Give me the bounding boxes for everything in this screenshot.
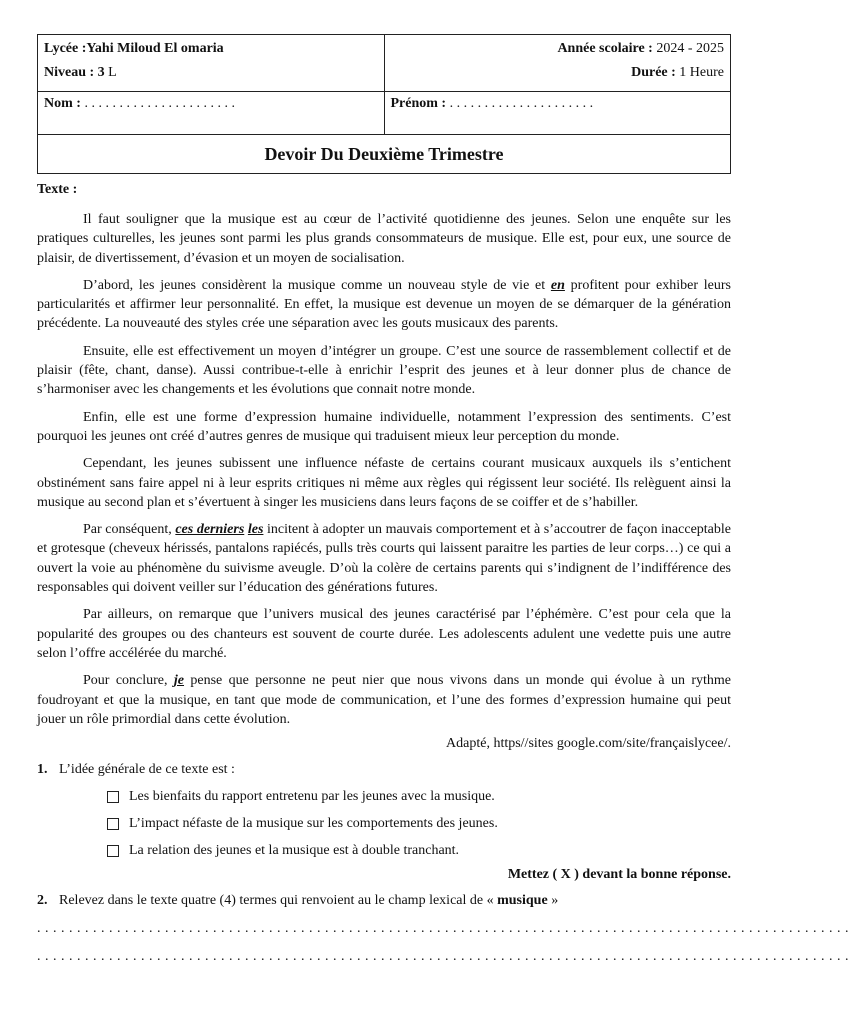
p2-text-b: profitent pour exhiber leurs particularités et affirmer leur personnalité. En effet, la musique est devenue un moyen de se démarquer de la génération précédente. La nouveauté des styles crée une séparation avec les gouts musicaux des parents. [37,277,732,332]
question-2-text-b: » [547,893,559,909]
option-2-label: L’impact néfaste de la musique sur les comportements des jeunes. [129,816,498,832]
paragraph-8 [37,671,731,729]
duration-label: Durée : [631,65,676,80]
question-2 [37,892,731,910]
question-1-instruction: Mettez ( X ) devant la bonne réponse. [507,867,731,883]
question-2-keyword: musique [497,893,548,909]
option-1[interactable] [37,788,731,806]
header-table [37,34,731,174]
duration-line [391,61,725,85]
paragraph-5: Cependant, les jeunes subissent une influence néfaste de certains courant musicaux auxquels ils s’entichent obstinément sans faire appel ni à leur esprits critiques ni même aux règles qui régissent leur société. Ils relèguent ainsi la musique au second plan et s’évertuent à singer les musiciens dans leurs façons de se coiffer et de s’habiller. [37,456,731,510]
year-value: 2024 - 2025 [652,41,724,56]
option-3-label: La relation des jeunes et la musique est à double tranchant. [129,843,460,859]
level-value: L [104,65,117,80]
paragraph-7: Par ailleurs, on remarque que l’univers musical des jeunes caractérisé par l’éphémère. C’est pour cela que la popularité des groupes ou des chanteurs est souvent de courte durée. Les adolescents adulent une vedette puis une autre selon l’offre accélérée du marché. [37,607,731,661]
option-3[interactable] [37,842,731,860]
question-1-text: L’idée générale de ce texte est : [59,762,235,778]
level-line [44,61,378,85]
school-line [44,37,378,61]
question-1-number: 1. [37,762,48,778]
p8-emphasis: je [173,673,185,689]
p8-text-a: Pour conclure, [83,673,174,689]
p2-text-a: D’abord, les jeunes considèrent la musique comme un nouveau style de vie et [83,277,551,293]
year-label: Année scolaire : [557,41,653,56]
level-label: Niveau : 3 [44,65,105,80]
nom-field[interactable] [38,92,385,135]
school-label: Lycée : [44,41,87,56]
p2-emphasis: en [550,277,565,293]
source-citation: Adapté, https//sites google.com/site/françaislycee/. [446,736,731,752]
answer-line-2[interactable]: . . . . . . . . . . . . . . . . . . . . . . . . . . . . . . . . . . . . . . . . . . . . . . . . . . . . . . . . . . . . . . . . . . . . . . . . . . . . . . . . . . . . . . . . . . . . . . . . . . . . . . [37,949,849,965]
year-info-cell [384,35,731,92]
prenom-dots: . . . . . . . . . . . . . . . . . . . . . [446,96,594,111]
option-2[interactable] [37,815,731,833]
nom-label: Nom : [44,96,81,111]
p6-emphasis-2: les [247,522,264,538]
paragraph-4: Enfin, elle est une forme d’expression humaine individuelle, notamment l’expression des sentiments. C’est pourquoi les jeunes ont créé d’autres genres de musique qui traduisent mieux leur perception du monde. [37,409,731,444]
answer-line-1[interactable]: . . . . . . . . . . . . . . . . . . . . . . . . . . . . . . . . . . . . . . . . . . . . . . . . . . . . . . . . . . . . . . . . . . . . . . . . . . . . . . . . . . . . . . . . . . . . . . . . . . . . . . [37,921,849,937]
page-title: Devoir Du Deuxième Trimestre [264,144,504,164]
texte-label: Texte : [37,182,78,197]
prenom-field[interactable] [384,92,731,135]
prenom-label: Prénom : [390,96,447,111]
year-line [391,37,725,61]
p6-emphasis-1: ces derniers [175,522,245,538]
question-2-text-a: Relevez dans le texte quatre (4) termes qui renvoient au le champ lexical de « [59,893,498,909]
question-2-number: 2. [37,893,48,909]
paragraph-3: Ensuite, elle est effectivement un moyen d’intégrer un groupe. C’est une source de rassemblement collectif et de plaisir (fête, chant, danse). Aussi contribue-t-elle à enrichir l’esprit des jeunes et à leur donner plus de chance de s’harmoniser avec les changements et les évolutions que connait notre monde. [37,343,731,398]
exam-page [37,34,849,966]
school-name: Yahi Miloud El omaria [86,41,224,56]
p6-text-b: incitent à adopter un mauvais comportement et à s’accoutrer de façon inacceptable et grotesque (cheveux hérissés, pantalons rapiécés, pulls très courts qui laissent paraitre les parties de leur corps…) ce qui a ouvert la voie au phénomène du suivisme aveugle. D’où la colère de certains parents qui s’indignent de l’indifférence des responsables qui doivent veiller sur l’éducation des générations futures. [37,522,731,596]
checkbox-3[interactable] [107,845,119,857]
duration-value: 1 Heure [675,65,724,80]
nom-dots: . . . . . . . . . . . . . . . . . . . . . . [80,96,235,111]
p8-text-b: pense que personne ne peut nier que nous vivons dans un monde qui évolue à un rythme foudroyant et que la musique, en tant que mode de communication, et l’une des formes d’expression humaine qui peut jouer un rôle primordial dans cette évolution. [37,673,731,727]
title-cell [38,135,731,174]
question-1 [37,761,731,779]
school-info-cell [38,35,385,92]
paragraph-1: Il faut souligner que la musique est au cœur de l’activité quotidienne des jeunes. Selon une enquête sur les pratiques culturelles, les jeunes sont parmi les plus grands consommateurs de musique. Elle est, pour eux, une source de plaisir, de divertissement, d’évasion et un moyen de socialisation. [37,212,731,266]
checkbox-2[interactable] [107,818,119,830]
paragraph-6 [37,520,731,597]
option-1-label: Les bienfaits du rapport entretenu par les jeunes avec la musique. [129,789,495,805]
p6-text-a: Par conséquent, [83,522,176,538]
checkbox-1[interactable] [107,791,119,803]
paragraph-2 [37,276,731,334]
